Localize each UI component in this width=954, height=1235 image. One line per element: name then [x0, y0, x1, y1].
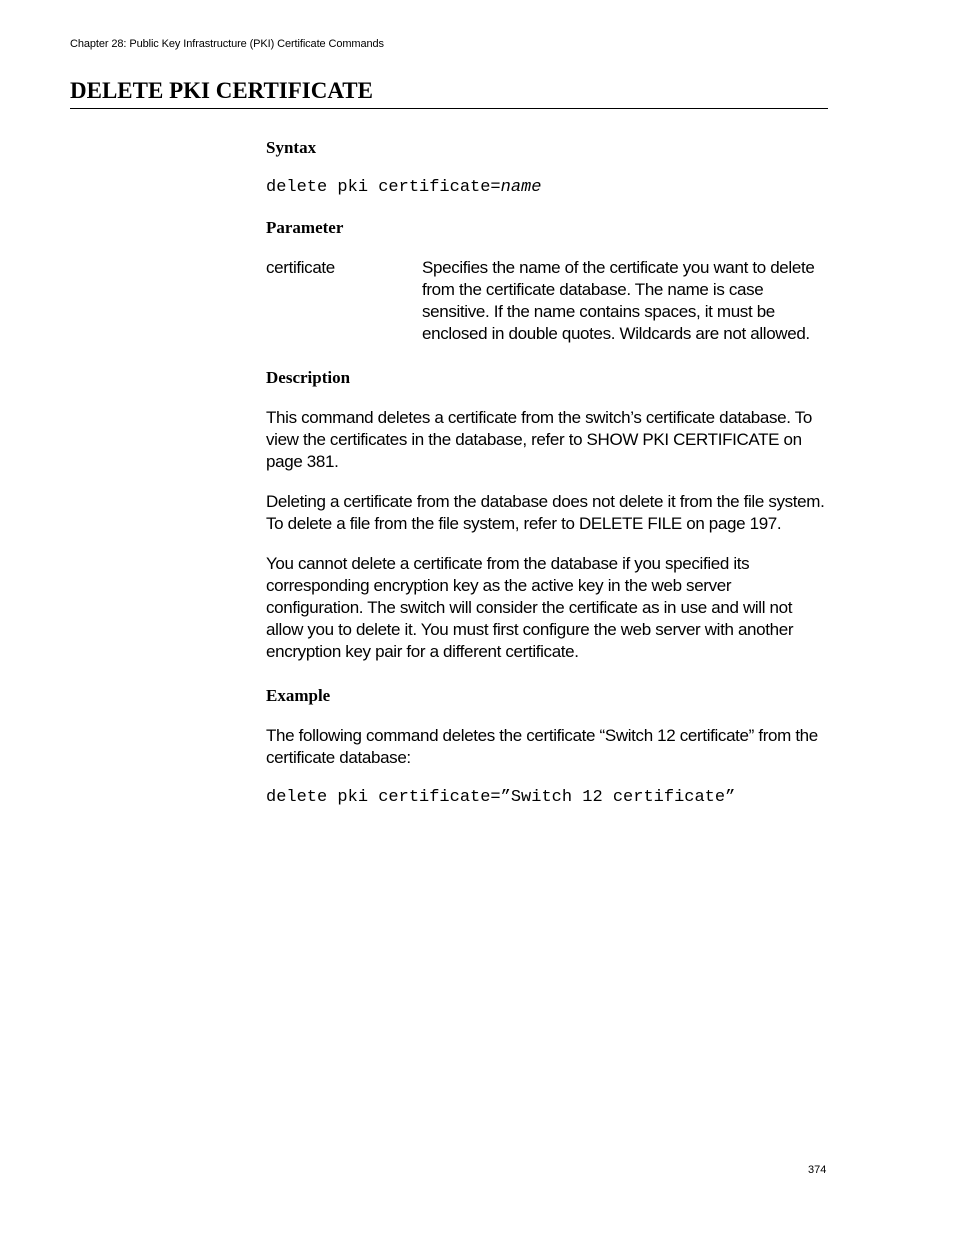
syntax-heading: Syntax [266, 138, 317, 157]
description-paragraph-1: This command deletes a certificate from the switch’s certificate database. To view the certificates in the database, refer to SHOW PKI CERTIFICATE on page 381. [266, 408, 812, 471]
parameter-heading: Parameter [266, 218, 344, 237]
description-paragraph-3: You cannot delete a certificate from the database if you specified its corresponding encryption key as the active key in the web server configuration. The switch will consider the certificate as in use and will not allow you to delete it. You must first configure the web server with another encryption key pair for a different certificate. [266, 554, 794, 661]
description-heading: Description [266, 368, 351, 387]
chapter-header: Chapter 28: Public Key Infrastructure (PKI) Certificate Commands [70, 38, 384, 50]
syntax-command-arg: name [500, 178, 542, 197]
example-heading: Example [266, 686, 331, 705]
syntax-command-prefix: delete pki certificate= [266, 178, 501, 197]
syntax-command [266, 177, 828, 199]
parameter-name: certificate [266, 258, 335, 277]
example-command: delete pki certificate=”Switch 12 certificate” [266, 788, 736, 807]
page-number: 374 [808, 1164, 827, 1176]
parameter-description: Specifies the name of the certificate you want to delete from the certificate database. The name is case sensitive. If the name contains spaces, it must be enclosed in double quotes. Wildcards are not allowed. [422, 258, 815, 343]
main-content [266, 137, 828, 809]
example-text: The following command deletes the certificate “Switch 12 certificate” from the certificate database: [266, 726, 818, 767]
description-paragraph-2: Deleting a certificate from the database does not delete it from the file system. To delete a file from the file system, refer to DELETE FILE on page 197. [266, 492, 825, 533]
parameter-row [266, 257, 828, 345]
page-title: DELETE PKI CERTIFICATE [70, 77, 828, 109]
